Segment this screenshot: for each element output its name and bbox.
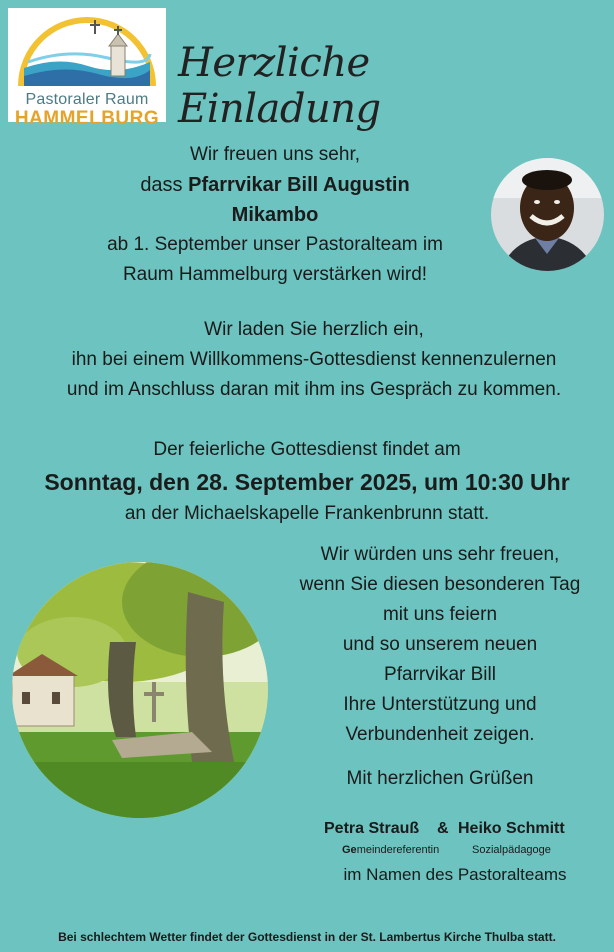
pastor-portrait <box>491 158 604 271</box>
logo-emblem <box>8 8 166 92</box>
closing-line: und so unserem neuen <box>342 634 538 655</box>
page-title: Herzliche Einladung <box>178 40 381 132</box>
invite-line1: Wir laden Sie herzlich ein, <box>204 319 424 340</box>
invitation-block <box>22 315 606 405</box>
closing-line: Ihre Unterstützung und <box>343 694 537 715</box>
signatures <box>300 820 600 860</box>
closing-line: Verbundenheit zeigen. <box>345 724 535 745</box>
service-location: an der Michaelskapelle Frankenbrunn statt. <box>124 503 490 524</box>
signer-1-role-bold: Ge <box>342 844 357 856</box>
closing-line: Wir würden uns sehr freuen, <box>320 544 560 565</box>
signer-1-role-rest: meindereferentin <box>356 844 440 856</box>
signer-2-role: Sozialpädagoge <box>472 844 551 856</box>
pastor-name-part2: Mikambo <box>231 204 319 226</box>
logo-text-line2: HAMMELBURG <box>14 108 160 129</box>
invite-line3: und im Anschluss daran mit ihm ins Gespräch zu kommen. <box>66 379 562 400</box>
service-block <box>10 435 604 529</box>
closing-line: Pfarrvikar Bill <box>384 664 496 685</box>
signer-2-name: Heiko Schmitt <box>458 820 565 837</box>
signer-1-name: Petra Strauß <box>324 820 420 837</box>
pastor-name-part1: Pfarrvikar Bill Augustin <box>188 174 410 196</box>
team-line: im Namen des Pastoralteams <box>343 865 567 884</box>
service-line1: Der feierliche Gottesdienst findet am <box>153 439 461 460</box>
logo <box>8 8 166 129</box>
closing-line: wenn Sie diesen besonderen Tag <box>299 574 581 595</box>
signer-1-role <box>342 844 439 856</box>
invite-line2: ihn bei einem Willkommens-Gottesdienst kennenzulernen <box>71 349 557 370</box>
greeting: Mit herzlichen Grüßen <box>346 768 534 789</box>
intro-line5: Raum Hammelburg verstärken wird! <box>122 264 428 285</box>
intro-block <box>60 140 490 290</box>
signature-ampersand: & <box>437 820 449 837</box>
closing-line: mit uns feiern <box>382 604 498 625</box>
weather-note: Bei schlechtem Wetter findet der Gottesdienst in der St. Lambertus Kirche Thulba statt. <box>58 930 556 944</box>
service-date: Sonntag, den 28. September 2025, um 10:30 Uhr <box>44 469 570 495</box>
intro-line2 <box>60 170 490 200</box>
intro-line4: ab 1. September unser Pastoralteam im <box>107 234 443 255</box>
closing-block <box>270 540 610 750</box>
intro-line1: Wir freuen uns sehr, <box>189 144 361 165</box>
chapel-photo <box>12 562 268 818</box>
logo-text-line1: Pastoraler Raum <box>25 91 149 108</box>
intro-line2-prefix: dass <box>140 174 189 196</box>
